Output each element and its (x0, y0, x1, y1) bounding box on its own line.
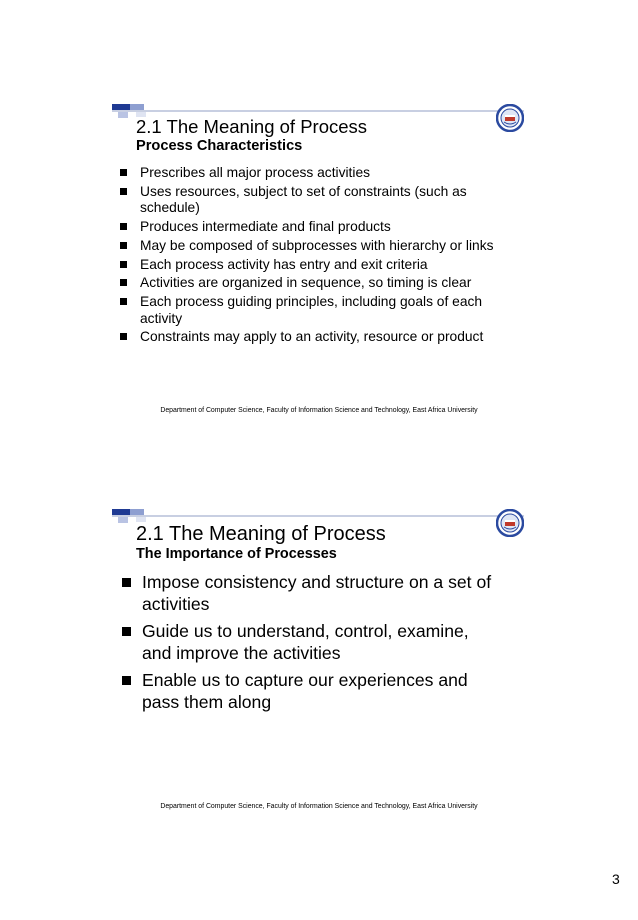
slide-title: 2.1 The Meaning of Process (136, 116, 368, 137)
bullet-list (120, 165, 510, 348)
slide-subtitle: Process Characteristics (136, 138, 303, 154)
square-bullet-icon (122, 627, 131, 636)
slide-title: 2.1 The Meaning of Process (136, 523, 386, 545)
list-item: Produces intermediate and final products (120, 219, 510, 236)
university-seal-icon (496, 104, 524, 132)
slide-subtitle: The Importance of Processes (136, 546, 337, 562)
square-bullet-icon (120, 169, 127, 176)
list-item: Impose consistency and structure on a set of activities (122, 572, 502, 615)
square-bullet-icon (122, 676, 131, 685)
list-item: Guide us to understand, control, examine, and improve the activities (122, 621, 502, 664)
list-item: Each process activity has entry and exit criteria (120, 257, 510, 274)
square-bullet-icon (120, 279, 127, 286)
bullet-list (122, 572, 502, 719)
square-bullet-icon (120, 261, 127, 268)
university-seal-icon (496, 509, 524, 537)
square-bullet-icon (120, 298, 127, 305)
page-number: 3 (612, 871, 620, 887)
slide-footer: Department of Computer Science, Faculty of Information Science and Technology, East Africa University (160, 407, 478, 414)
square-bullet-icon (120, 223, 127, 230)
slide-2 (0, 495, 638, 825)
list-item: Uses resources, subject to set of constraints (such as schedule) (120, 184, 510, 217)
square-bullet-icon (122, 578, 131, 587)
list-item: Prescribes all major process activities (120, 165, 510, 182)
list-item: Enable us to capture our experiences and pass them along (122, 670, 502, 713)
header-decoration (112, 509, 524, 523)
square-bullet-icon (120, 333, 127, 340)
slide-footer: Department of Computer Science, Faculty of Information Science and Technology, East Africa University (160, 803, 478, 810)
list-item: Activities are organized in sequence, so timing is clear (120, 275, 510, 292)
square-bullet-icon (120, 242, 127, 249)
list-item: May be composed of subprocesses with hierarchy or links (120, 238, 510, 255)
list-item: Constraints may apply to an activity, resource or product (120, 329, 510, 346)
list-item: Each process guiding principles, including goals of each activity (120, 294, 510, 327)
slide-1 (0, 90, 638, 430)
square-bullet-icon (120, 188, 127, 195)
